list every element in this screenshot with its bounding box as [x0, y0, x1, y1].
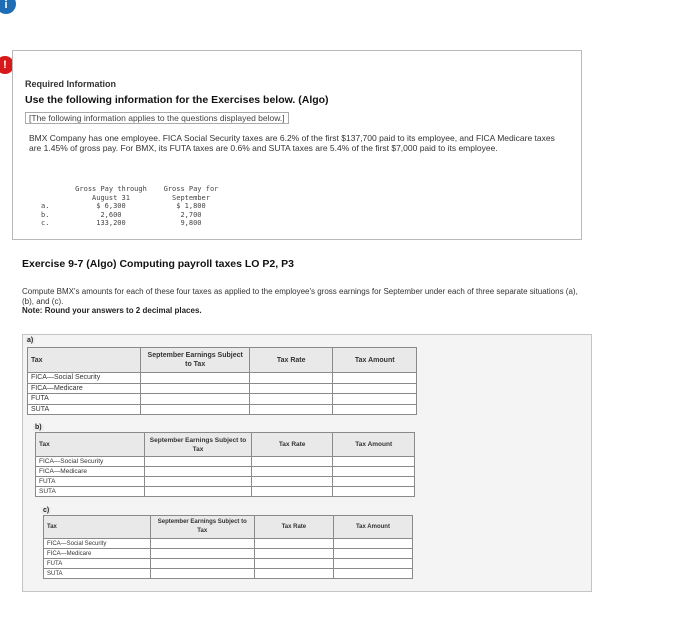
row-futa: FUTA	[44, 559, 151, 569]
earnings-input[interactable]	[141, 404, 249, 415]
rate-input[interactable]	[254, 569, 333, 579]
earnings-input[interactable]	[150, 549, 254, 559]
earnings-input[interactable]	[150, 539, 254, 549]
amount-input[interactable]	[333, 467, 415, 477]
rate-input[interactable]	[251, 477, 333, 487]
earnings-input[interactable]	[145, 487, 252, 497]
header-earnings: September Earnings Subject to Tax	[150, 516, 254, 539]
header-amount: Tax Amount	[333, 348, 417, 373]
note-label: Note:	[22, 306, 43, 315]
part-b-label: b)	[35, 424, 42, 431]
amount-input[interactable]	[333, 373, 417, 384]
earnings-input[interactable]	[141, 394, 249, 405]
amount-input[interactable]	[333, 477, 415, 487]
col2-header-line1: Gross Pay for	[163, 185, 219, 193]
rate-input[interactable]	[254, 539, 333, 549]
amount-input[interactable]	[333, 569, 412, 579]
part-c-table	[43, 515, 413, 579]
row-suta: SUTA	[28, 404, 141, 415]
earnings-input[interactable]	[150, 569, 254, 579]
info-icon: i	[0, 0, 16, 14]
header-rate: Tax Rate	[254, 516, 333, 539]
exercise-description: Compute BMX's amounts for each of these four taxes as applied to the employee's gross earnings for September under each of three separate situations (a), (b), and (c).	[22, 287, 578, 306]
row-through-aug: $ 6,300	[96, 202, 126, 210]
rate-input[interactable]	[249, 394, 333, 405]
rate-input[interactable]	[251, 457, 333, 467]
amount-input[interactable]	[333, 549, 412, 559]
amount-input[interactable]	[333, 383, 417, 394]
row-fica-medicare: FICA—Medicare	[28, 383, 141, 394]
part-a-table	[27, 347, 417, 415]
row-fica-medicare: FICA—Medicare	[36, 467, 145, 477]
header-earnings: September Earnings Subject to Tax	[141, 348, 249, 373]
answer-work-area	[22, 334, 592, 592]
col1-header-line1: Gross Pay through	[75, 185, 147, 193]
rate-input[interactable]	[251, 467, 333, 477]
note-text: Round your answers to 2 decimal places.	[44, 306, 202, 315]
earnings-input[interactable]	[141, 373, 249, 384]
amount-input[interactable]	[333, 539, 412, 549]
info-heading: Use the following information for the Exercises below. (Algo)	[25, 94, 329, 106]
rate-input[interactable]	[249, 373, 333, 384]
amount-input[interactable]	[333, 457, 415, 467]
row-label: b.	[41, 210, 50, 219]
rate-input[interactable]	[254, 559, 333, 569]
earnings-input[interactable]	[145, 457, 252, 467]
rate-input[interactable]	[249, 383, 333, 394]
row-suta: SUTA	[44, 569, 151, 579]
header-amount: Tax Amount	[333, 433, 415, 457]
header-amount: Tax Amount	[333, 516, 412, 539]
row-label: c.	[41, 219, 50, 227]
row-through-aug: 2,600	[100, 210, 122, 219]
earnings-input[interactable]	[150, 559, 254, 569]
row-through-aug: 133,200	[96, 219, 126, 227]
required-information-label: Required Information	[25, 79, 117, 89]
company-description: BMX Company has one employee. FICA Social Security taxes are 6.2% of the first $137,700 paid to its employee, and FICA Medicare taxes are 1.45% of gross pay. For BMX, its FUTA taxes are 0.6% and SUTA taxes are 5.4% of the first $7,000 paid to its employee.	[29, 133, 555, 153]
header-rate: Tax Rate	[251, 433, 333, 457]
col1-header-line2: August 31	[92, 193, 130, 202]
header-rate: Tax Rate	[249, 348, 333, 373]
earnings-input[interactable]	[145, 477, 252, 487]
rate-input[interactable]	[251, 487, 333, 497]
required-information-panel	[12, 50, 582, 240]
header-tax: Tax	[44, 516, 151, 539]
row-fica-medicare: FICA—Medicare	[44, 549, 151, 559]
header-earnings: September Earnings Subject to Tax	[145, 433, 252, 457]
row-fica-social-security: FICA—Social Security	[36, 457, 145, 467]
part-b-table	[35, 432, 415, 497]
col2-header-line2: September	[172, 193, 210, 202]
amount-input[interactable]	[333, 487, 415, 497]
row-futa: FUTA	[28, 394, 141, 405]
row-september: $ 1,800	[176, 202, 206, 210]
exercise-title: Exercise 9-7 (Algo) Computing payroll taxes LO P2, P3	[22, 258, 294, 270]
row-september: 9,800	[180, 219, 202, 227]
row-futa: FUTA	[36, 477, 145, 487]
applies-note-text: The following information applies to the questions displayed below.	[31, 113, 283, 123]
applies-note: [The following information applies to the questions displayed below.]	[25, 113, 289, 123]
row-fica-social-security: FICA—Social Security	[28, 373, 141, 384]
row-fica-social-security: FICA—Social Security	[44, 539, 151, 549]
header-tax: Tax	[28, 348, 141, 373]
row-suta: SUTA	[36, 487, 145, 497]
part-c-label: c)	[43, 507, 50, 514]
amount-input[interactable]	[333, 394, 417, 405]
earnings-input[interactable]	[145, 467, 252, 477]
rate-input[interactable]	[249, 404, 333, 415]
amount-input[interactable]	[333, 404, 417, 415]
part-a-label: a)	[27, 337, 34, 344]
rounding-note	[22, 306, 202, 315]
alert-icon: !	[0, 56, 14, 74]
row-label: a.	[41, 202, 50, 210]
row-september: 2,700	[180, 210, 202, 219]
rate-input[interactable]	[254, 549, 333, 559]
amount-input[interactable]	[333, 559, 412, 569]
header-tax: Tax	[36, 433, 145, 457]
earnings-input[interactable]	[141, 383, 249, 394]
